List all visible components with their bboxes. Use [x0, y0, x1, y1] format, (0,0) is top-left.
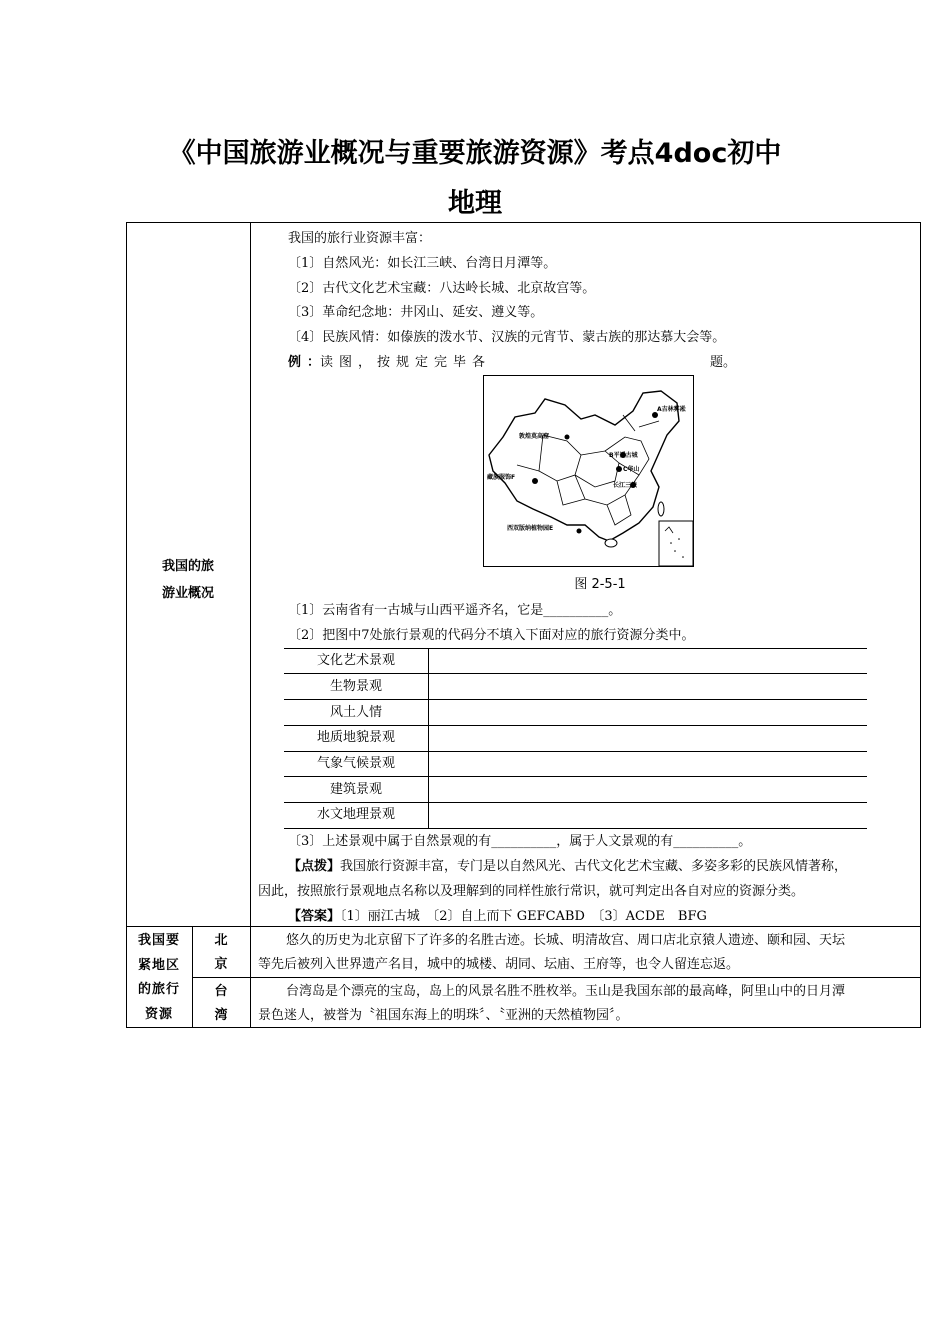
tip-text: 我国旅行资源丰富，专门是以自然风光、古代文化艺术宝藏、多姿多彩的民族风情著称， [340, 859, 848, 874]
question-3: 〔3〕上述景观中属于自然景观的有__________，属于人文景观的有__________。 [288, 834, 752, 849]
map-point-dunhuang [565, 435, 570, 440]
map-point-F [532, 478, 538, 484]
map-label: 长江三峡 [613, 482, 638, 489]
map-caption: 图 2-5-1 [574, 577, 626, 592]
category-divider [284, 673, 867, 674]
category-label: 风土人情 [329, 705, 382, 720]
beijing-text-1: 悠久的历史为北京留下了许多的名胜古迹。长城、明清故宫、周口店北京猿人遗迹、颐和园、天坛 [286, 933, 846, 948]
tip-line-1 [288, 859, 847, 875]
page-title-line1: 《中国旅游业概况与重要旅游资源》考点4doc初中 [168, 138, 782, 169]
section1-heading: 我国的旅 游业概况 [161, 559, 214, 601]
answer-label: 【答案】 [288, 909, 341, 924]
category-label: 水文地理景观 [316, 807, 395, 822]
category-label: 气象气候景观 [316, 756, 395, 771]
list-item: 〔1〕自然风光：如长江三峡、台湾日月潭等。 [288, 256, 557, 271]
category-divider [284, 648, 867, 649]
taiwan-text-2: 景色迷人，被誉为〝祖国东海上的明珠〞、〝亚洲的天然植物园〞。 [258, 1008, 629, 1023]
question-1: 〔1〕云南省有一古城与山西平遥齐名，它是__________。 [288, 603, 622, 618]
map-label: 藏族服饰F [487, 474, 516, 481]
category-divider [284, 776, 867, 777]
tip-line-2: 因此，按照旅行景观地点名称以及理解到的同样性旅行常识，就可判定出各自对应的资源分类。 [258, 884, 805, 899]
table-divider [192, 977, 921, 978]
category-divider [428, 648, 429, 828]
list-item: 〔2〕古代文化艺术宝藏：八达岭长城、北京故宫等。 [288, 281, 596, 296]
example-end: 题。 [710, 355, 737, 370]
map-label: B平遥古城 [609, 452, 638, 459]
china-map [483, 375, 694, 567]
category-table [284, 648, 867, 828]
table-divider [250, 222, 251, 1028]
tip-label: 【点拨】 [288, 859, 341, 874]
map-label: 敦煌莫高窟 [519, 433, 550, 440]
category-divider [284, 725, 867, 726]
beijing-text-2: 等先后被列入世界遗产名目，城中的城楼、胡同、坛庙、王府等，也令人留连忘返。 [258, 957, 740, 972]
page-title-line2: 地理 [448, 188, 502, 219]
map-label: C华山 [623, 466, 640, 473]
section2-heading: 我国要 紧地区 的旅行 资源 [137, 933, 180, 1022]
place-taiwan: 台 湾 [214, 984, 228, 1023]
place-beijing: 北 京 [214, 933, 228, 972]
intro-text: 我国的旅行业资源丰富： [288, 231, 432, 246]
answer-line [288, 909, 707, 925]
list-item: 〔4〕民族风情：如傣族的泼水节、汉族的元宵节、蒙古族的那达慕大会等。 [288, 330, 726, 345]
category-label: 文化艺术景观 [316, 653, 395, 668]
map-label: 西双版纳植物园E [507, 525, 554, 532]
category-divider [284, 699, 867, 700]
question-2: 〔2〕把图中7处旅行景观的代码分不填入下面对应的旅行资源分类中。 [288, 628, 695, 643]
category-divider [284, 828, 867, 829]
map-point-E [577, 529, 582, 534]
example-text: 读图，按规定完毕各 [320, 355, 492, 370]
map-point-C [616, 466, 622, 472]
category-label: 建筑景观 [329, 782, 382, 797]
category-label: 生物景观 [329, 679, 382, 694]
list-item: 〔3〕革命纪念地：井冈山、延安、遵义等。 [288, 305, 544, 320]
category-divider [284, 751, 867, 752]
example-label: 例： [288, 355, 327, 370]
map-label: A吉林雾凇 [657, 406, 686, 413]
category-label: 地质地貌景观 [316, 730, 395, 745]
table-divider [126, 926, 921, 927]
category-divider [284, 802, 867, 803]
taiwan-text-1: 台湾岛是个漂亮的宝岛，岛上的风景名胜不胜枚举。玉山是我国东部的最高峰，阿里山中的日月潭 [286, 984, 846, 999]
answer-text: 〔1〕丽江古城 〔2〕自上而下 GEFCABD 〔3〕ACDE BFG [340, 909, 707, 924]
